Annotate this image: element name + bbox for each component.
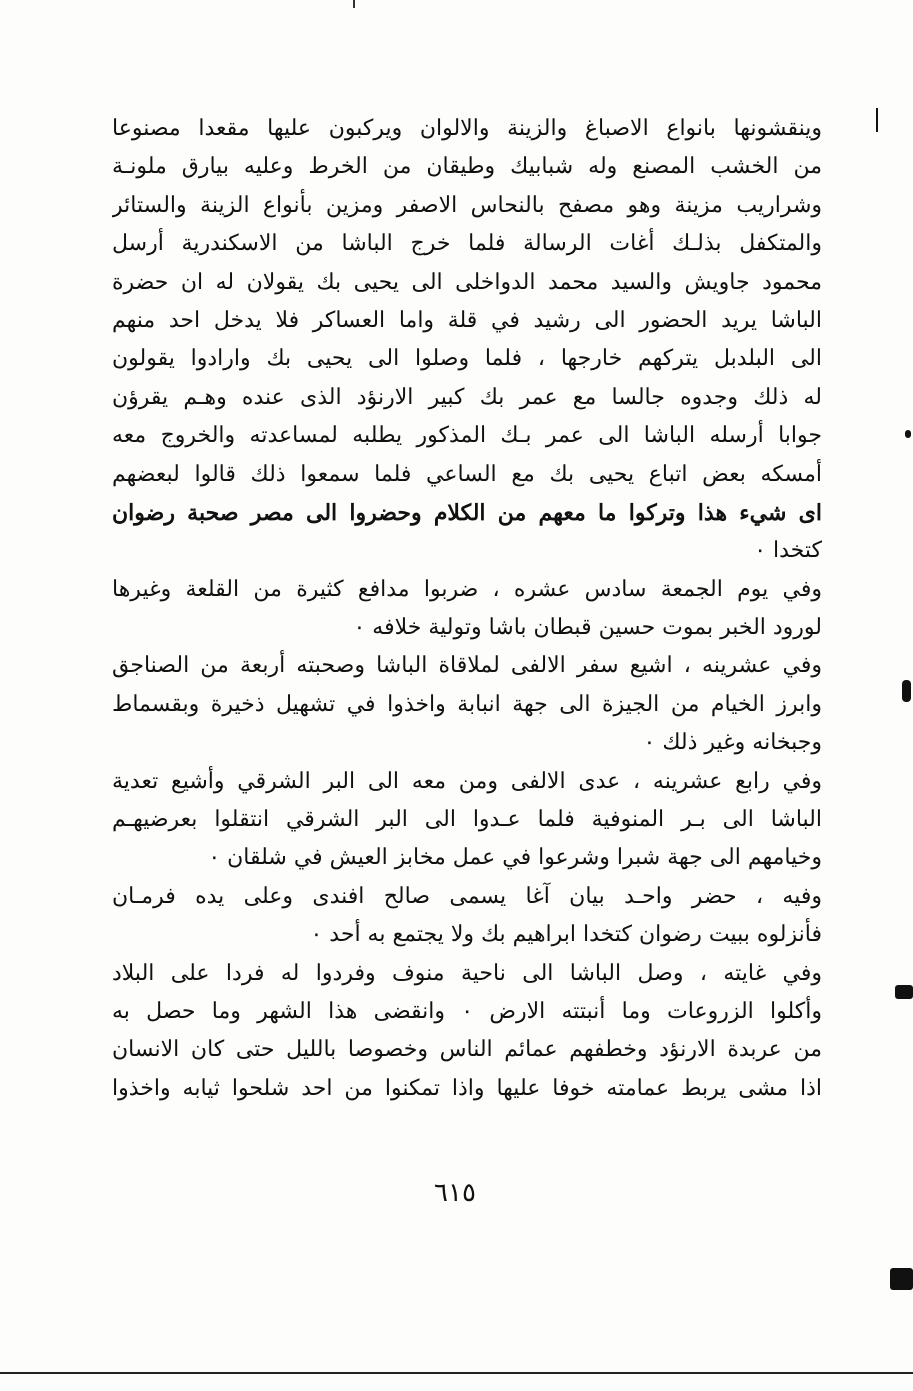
text-line: الى البلدبل يتركهم خارجها ، فلما وصلوا الى يحيى بك وارادوا يقولون — [112, 346, 822, 372]
text-line: أمسكه بعض اتباع يحيى بك مع الساعي فلما سمعوا ذلك قالوا لبعضهم — [112, 461, 822, 487]
text-line: وأكلوا الزروعات وما أنبتته الارض ٠ وانقضى هذا الشهر وما حصل به — [112, 998, 822, 1024]
scan-margin-mark — [902, 680, 911, 702]
text-line: جوابا أرسله الباشا الى عمر بـك المذكور يطلبه لمساعدته والخروج معه — [112, 423, 822, 449]
text-line: وينقشونها بانواع الاصباغ والزينة والالوان ويركبون عليها مقعدا مصنوعا — [112, 116, 822, 141]
text-line: وفي غايته ، وصل الباشا الى ناحية منوف وفردوا له فردا على البلاد — [112, 960, 822, 986]
text-line: وفي رابع عشرينه ، عدى الالفى ومن معه الى البر الشرقي وأشيع تعدية — [112, 768, 822, 794]
text-line: محمود جاويش والسيد محمد الدواخلى الى يحيى بك يقولان له ان حضرة — [112, 269, 822, 295]
scan-tick-mark — [353, 0, 355, 8]
scan-margin-mark — [876, 108, 878, 132]
page-edge-line — [0, 1372, 913, 1374]
text-line: من الخشب المصنع وله شبابيك وطيقان من الخرط وعليه بيارق ملونـة — [112, 154, 822, 180]
text-line: وشراريب مزينة وهو مصفح بالنحاس الاصفر ومزين بأنواع الزينة والستائر — [112, 192, 822, 218]
text-line: وفي عشرينه ، اشيع سفر الالفى لملاقاة الباشا وصحبته أربعة من الصناجق — [112, 653, 822, 679]
text-line: وفيه ، حضر واحـد بيان آغا يسمى صالح افندى وعلى يده فرمـان — [112, 883, 822, 909]
text-line: وفي يوم الجمعة سادس عشره ، ضربوا مدافع كثيرة من القلعة وغيرها — [112, 576, 822, 602]
text-line: كتخدا ٠ — [754, 538, 822, 564]
text-line: والمتكفل بذلـك أغات الرسالة فلما خرج الباشا من الاسكندرية أرسل — [112, 231, 822, 257]
text-line: وجبخانه وغير ذلك ٠ — [643, 730, 822, 756]
text-line: له ذلك وجدوه جالسا مع عمر بك كبير الارنؤد الذى عنده وهـم يقرؤن — [112, 384, 822, 410]
scan-margin-mark — [895, 985, 913, 999]
page-number: ٦١٥ — [434, 1178, 476, 1208]
text-line: من عربدة الارنؤد وخطفهم عمائم الناس وخصوصا بالليل حتى كان الانسان — [112, 1037, 822, 1063]
scan-margin-mark — [905, 430, 911, 438]
scan-margin-mark — [890, 1268, 913, 1290]
text-line: لورود الخبر بموت حسين قبطان باشا وتولية خلافه ٠ — [353, 615, 822, 641]
text-line: اى شيء هذا وتركوا ما معهم من الكلام وحضروا الى مصر صحبة رضوان — [112, 499, 822, 526]
body-text — [112, 110, 822, 1108]
text-line: اذا مشى يربط عمامته خوفا عليها واذا تمكنوا من احد شلحوا ثيابه واخذوا — [112, 1075, 822, 1101]
text-line: وابرز الخيام من الجيزة الى جهة انبابة واخذوا في تشهيل ذخيرة وبقسماط — [112, 691, 822, 717]
text-line: فأنزلوه ببيت رضوان كتخدا ابراهيم بك ولا يجتمع به أحد ٠ — [310, 922, 822, 948]
text-line: الباشا يريد الحضور الى رشيد في قلة واما العساكر فلا يدخل احد منهم — [112, 307, 822, 333]
text-line: وخيامهم الى جهة شبرا وشرعوا في عمل مخابز العيش في شلقان ٠ — [208, 845, 822, 871]
text-line: الباشا الى بـر المنوفية فلما عـدوا الى البر الشرقي انتقلوا بعرضيهـم — [112, 807, 822, 833]
